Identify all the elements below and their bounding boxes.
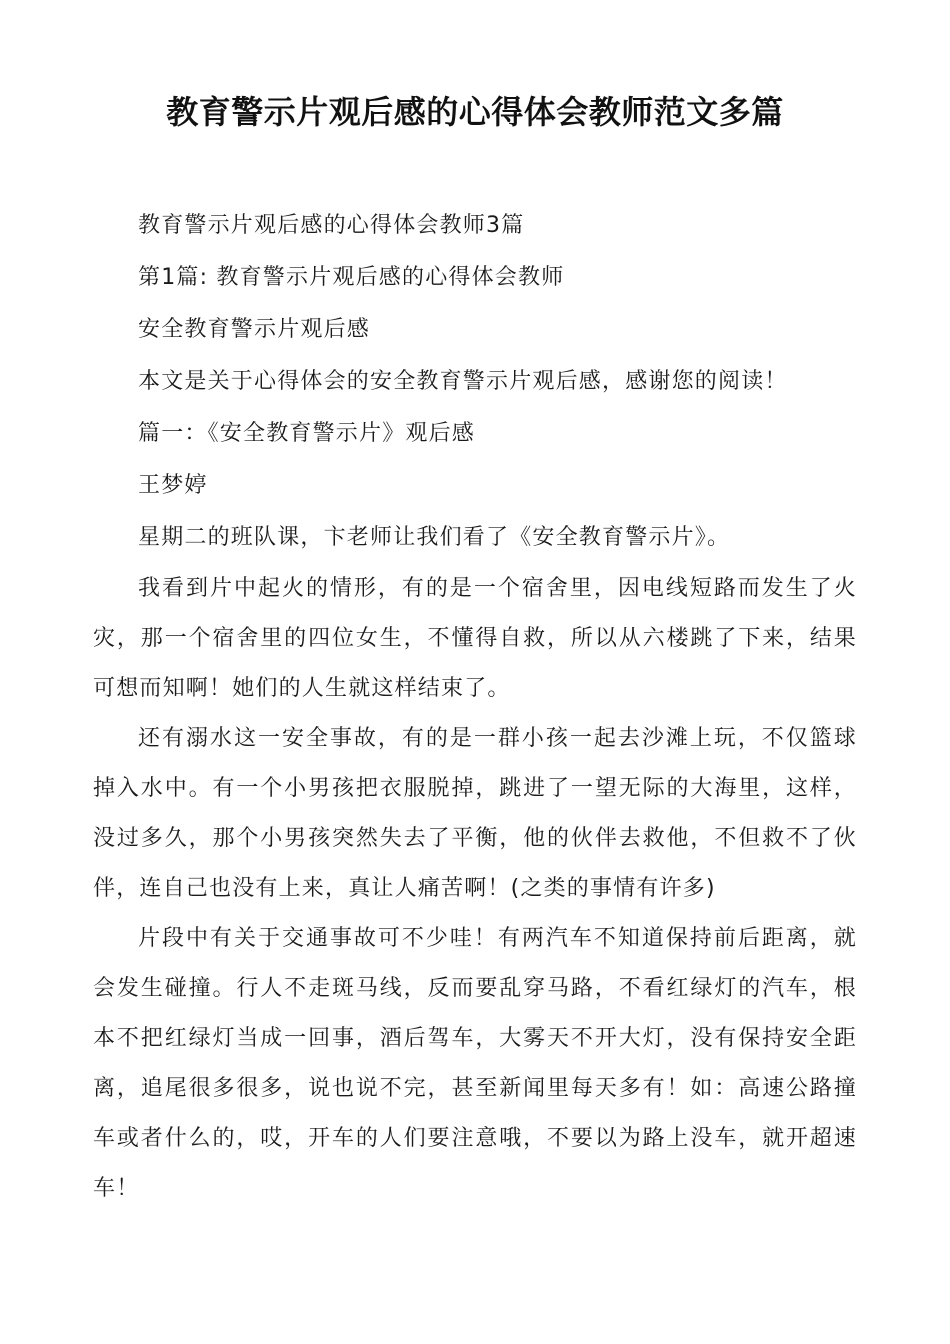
paragraph-section-heading: 安全教育警示片观后感	[138, 317, 371, 342]
paragraph-body-3: 还有溺水这一安全事故，有的是一群小孩一起去沙滩上玩，不仅篮球掉入水中。有一个小男孩把衣服脱掉，跳进了一望无际的大海里，这样，没过多久，那个小男孩突然失去了平衡，他的伙伴去救他，不但救不了伙伴，连自己也没有上来，真让人痛苦啊！(之类的事情有许多)	[93, 726, 857, 901]
paragraph-body-1: 星期二的班队课，卞老师让我们看了《安全教育警示片》。	[138, 525, 731, 550]
paragraph-subtitle: 教育警示片观后感的心得体会教师3篇	[138, 213, 525, 238]
paragraph-body-2: 我看到片中起火的情形，有的是一个宿舍里，因电线短路而发生了火灾，那一个宿舍里的四位女生，不懂得自救，所以从六楼跳了下来，结果可想而知啊！她们的人生就这样结束了。	[93, 576, 857, 701]
paragraph-body-4: 片段中有关于交通事故可不少哇！有两汽车不知道保持前后距离，就会发生碰撞。行人不走斑马线，反而要乱穿马路，不看红绿灯的汽车，根本不把红绿灯当成一回事，酒后驾车，大雾天不开大灯，没有保持安全距离，追尾很多很多，说也说不完，甚至新闻里每天多有！如：高速公路撞车或者什么的，哎，开车的人们要注意哦，不要以为路上没车，就开超速车！	[93, 926, 857, 1201]
paragraph-author: 王梦婷	[138, 473, 208, 498]
paragraph-article-heading: 篇一：《安全教育警示片》观后感	[138, 421, 476, 446]
paragraph-intro: 本文是关于心得体会的安全教育警示片观后感，感谢您的阅读！	[138, 369, 788, 394]
document-body	[93, 200, 857, 1214]
document-title: 教育警示片观后感的心得体会教师范文多篇	[166, 93, 784, 131]
paragraph-chapter-heading: 第1篇: 教育警示片观后感的心得体会教师	[138, 265, 565, 290]
